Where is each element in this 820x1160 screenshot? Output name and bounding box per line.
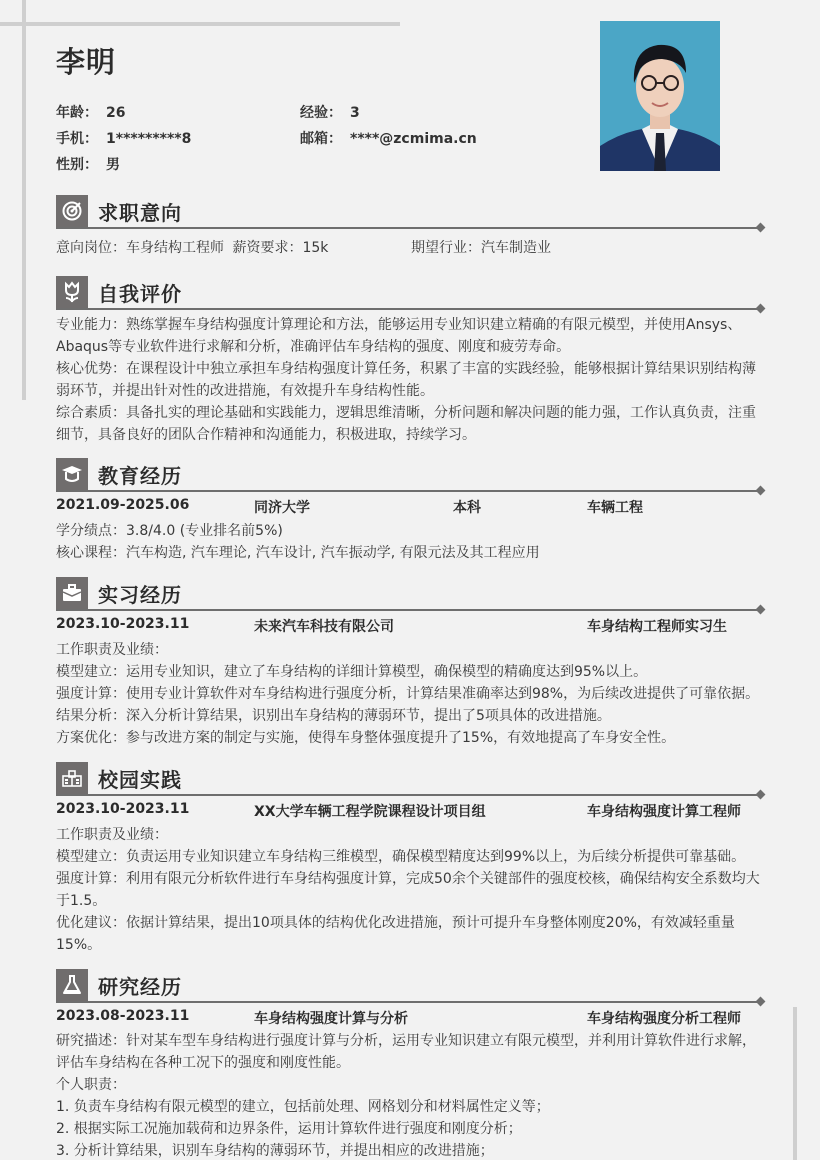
- education-period: 2021.09-2025.06: [56, 497, 190, 513]
- experience-label: 经验：: [300, 105, 342, 121]
- decorative-top-line: [0, 22, 400, 26]
- internship-company: 未来汽车科技有限公司: [254, 619, 394, 635]
- age-value: 26: [106, 105, 126, 121]
- self-eval-paragraph: 综合素质：具备扎实的理论基础和实践能力，逻辑思维清晰，分析问题和解决问题的能力强，工作认真负责，注重细节，具备良好的团队合作精神和沟通能力，积极进取，持续学习。: [56, 405, 756, 443]
- campus-role: 车身结构强度计算工程师: [587, 804, 741, 820]
- section-divider: [56, 490, 760, 492]
- section-internship-header: [56, 577, 766, 609]
- divider-diamond: [756, 605, 766, 615]
- education-degree: 本科: [453, 500, 481, 516]
- research-details: [56, 1030, 768, 1160]
- internship-line: 模型建立：运用专业知识，建立了车身结构的详细计算模型，确保模型的精确度达到95%以上。: [56, 664, 648, 680]
- divider-diamond: [756, 997, 766, 1007]
- section-title: 研究经历: [98, 975, 182, 999]
- campus-org: XX大学车辆工程学院课程设计项目组: [254, 804, 486, 820]
- self-eval-paragraph: 专业能力：熟练掌握车身结构强度计算理论和方法，能够运用专业知识建立精确的有限元模型，并使用Ansys、Abaqus等专业软件进行求解和分析，准确评估车身结构的强度、刚度和疲劳寿命。: [56, 317, 742, 355]
- education-school: 同济大学: [254, 500, 310, 516]
- email-value: ****@zcmima.cn: [350, 131, 477, 147]
- internship-line: 方案优化：参与改进方案的制定与实施，使得车身整体强度提升了15%，有效地提高了车身安全性。: [56, 730, 676, 746]
- research-project: 车身结构强度计算与分析: [254, 1011, 408, 1027]
- internship-details: [56, 639, 768, 749]
- section-title: 自我评价: [98, 282, 182, 306]
- desired-industry: 期望行业：汽车制造业: [411, 240, 551, 256]
- divider-diamond: [756, 223, 766, 233]
- internship-row: [56, 616, 768, 638]
- section-self-eval-header: [56, 276, 766, 308]
- section-intent-header: [56, 195, 766, 227]
- gender-field: [56, 154, 120, 174]
- research-row: [56, 1008, 768, 1030]
- profile-photo: [600, 21, 720, 171]
- phone-label: 手机：: [56, 131, 98, 147]
- research-line: 个人职责：: [56, 1077, 126, 1093]
- internship-line: 强度计算：使用专业计算软件对车身结构进行强度分析，计算结果准确率达到98%，为后续改进提供了可靠依据。: [56, 686, 760, 702]
- section-divider: [56, 308, 760, 310]
- campus-period: 2023.10-2023.11: [56, 801, 190, 817]
- section-title: 实习经历: [98, 583, 182, 607]
- campus-row: [56, 801, 768, 823]
- section-education-header: [56, 458, 766, 490]
- gender-value: 男: [106, 157, 120, 173]
- divider-diamond: [756, 304, 766, 314]
- candidate-name: 李明: [56, 45, 117, 79]
- education-major: 车辆工程: [587, 500, 643, 516]
- campus-line: 优化建议：依据计算结果，提出10项具体的结构优化改进措施，预计可提升车身整体刚度20%，有效减轻重量15%。: [56, 915, 735, 953]
- section-title: 求职意向: [98, 201, 182, 225]
- decorative-left-line: [22, 0, 26, 400]
- research-line: 3. 分析计算结果，识别车身结构的薄弱环节，并提出相应的改进措施；: [56, 1143, 494, 1159]
- research-role: 车身结构强度分析工程师: [587, 1011, 741, 1027]
- campus-details: [56, 824, 768, 956]
- intent-line: [56, 237, 768, 259]
- phone-value: 1*********8: [106, 131, 192, 147]
- email-field: [300, 128, 477, 148]
- experience-value: 3: [350, 105, 360, 121]
- divider-diamond: [756, 486, 766, 496]
- campus-line: 强度计算：利用有限元分析软件进行车身结构强度计算，完成50余个关键部件的强度校核，确保结构安全系数均大于1.5。: [56, 871, 760, 909]
- internship-line: 结果分析：深入分析计算结果，识别出车身结构的薄弱环节，提出了5项具体的改进措施。: [56, 708, 611, 724]
- experience-field: [300, 102, 360, 122]
- school-building-icon: [56, 762, 88, 794]
- research-line: 研究描述：针对某车型车身结构进行强度计算与分析，运用专业知识建立有限元模型，并利用计算软件进行求解，评估车身结构在各种工况下的强度和刚度性能。: [56, 1033, 756, 1071]
- research-line: 1. 负责车身结构有限元模型的建立，包括前处理、网格划分和材料属性定义等；: [56, 1099, 550, 1115]
- divider-diamond: [756, 790, 766, 800]
- section-divider: [56, 227, 760, 229]
- education-row: [56, 497, 768, 519]
- self-eval-body: [56, 314, 768, 446]
- section-divider: [56, 609, 760, 611]
- internship-line: 工作职责及业绩：: [56, 642, 168, 658]
- internship-role: 车身结构工程师实习生: [587, 619, 727, 635]
- section-campus-header: [56, 762, 766, 794]
- section-divider: [56, 1001, 760, 1003]
- research-line: 2. 根据实际工况施加载荷和边界条件，运用计算软件进行强度和刚度分析；: [56, 1121, 522, 1137]
- desired-position: 意向岗位：车身结构工程师: [56, 240, 224, 256]
- section-divider: [56, 794, 760, 796]
- gender-label: 性别：: [56, 157, 98, 173]
- campus-line: 工作职责及业绩：: [56, 827, 168, 843]
- self-eval-paragraph: 核心优势：在课程设计中独立承担车身结构强度计算任务，积累了丰富的实践经验，能够根据计算结果识别结构薄弱环节，并提出针对性的改进措施，有效提升车身结构性能。: [56, 361, 756, 399]
- flask-icon: [56, 969, 88, 1001]
- graduation-cap-icon: [56, 458, 88, 490]
- education-details: [56, 520, 768, 564]
- decorative-right-line: [793, 1007, 797, 1160]
- campus-line: 模型建立：负责运用专业知识建立车身结构三维模型，确保模型精度达到99%以上，为后续分析提供可靠基础。: [56, 849, 746, 865]
- age-field: [56, 102, 125, 122]
- section-title: 教育经历: [98, 464, 182, 488]
- email-label: 邮箱：: [300, 131, 342, 147]
- research-period: 2023.08-2023.11: [56, 1008, 190, 1024]
- briefcase-icon: [56, 577, 88, 609]
- flower-icon: [56, 276, 88, 308]
- target-icon: [56, 195, 88, 227]
- section-research-header: [56, 969, 766, 1001]
- phone-field: [56, 128, 191, 148]
- internship-period: 2023.10-2023.11: [56, 616, 190, 632]
- age-label: 年龄：: [56, 105, 98, 121]
- education-courses: 核心课程：汽车构造, 汽车理论, 汽车设计, 汽车振动学, 有限元法及其工程应用: [56, 545, 540, 561]
- education-gpa: 学分绩点：3.8/4.0 (专业排名前5%): [56, 523, 283, 539]
- desired-salary: 薪资要求：15k: [232, 240, 329, 256]
- section-title: 校园实践: [98, 768, 182, 792]
